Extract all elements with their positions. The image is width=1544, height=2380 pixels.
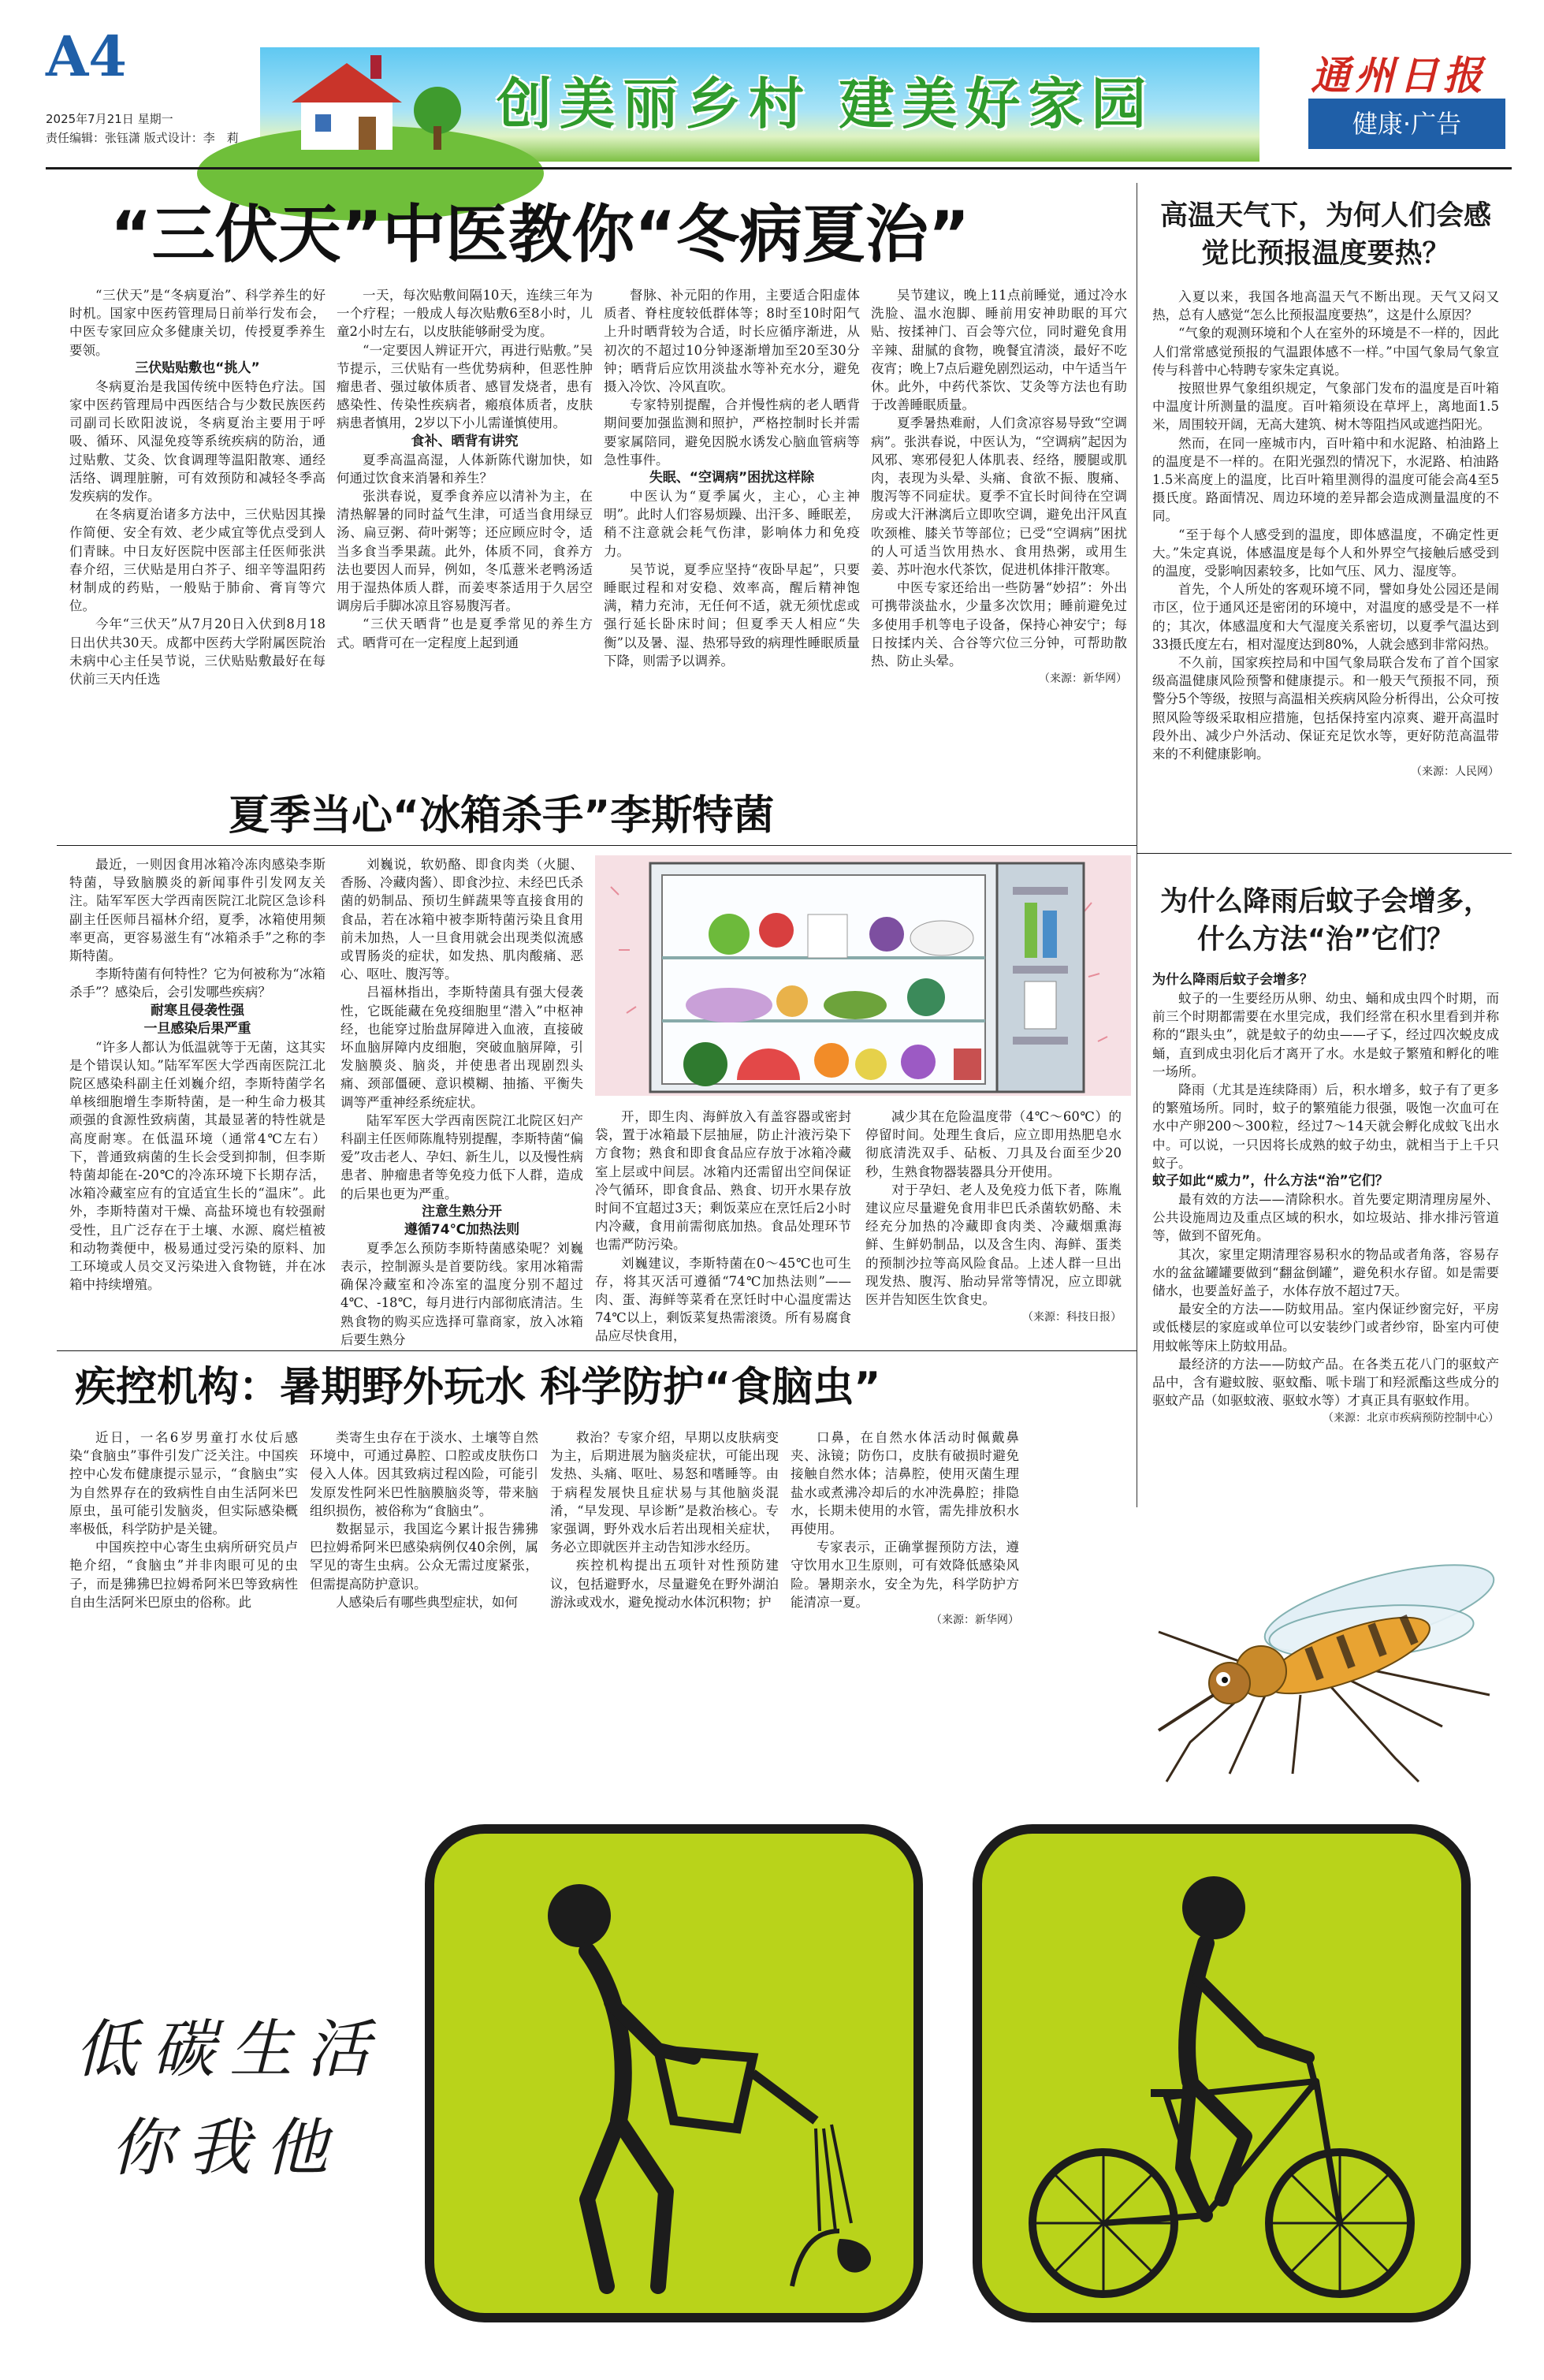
article4-title: 为什么降雨后蚊子会增多，什么方法“治”它们？ <box>1159 886 1491 955</box>
paragraph: 救治？专家介绍，早期以皮肤病变为主，后期进展为脑炎症状，可能出现发热、头痛、呕吐、易怒和嗜睡等。由于病程发展快且症状易与其他脑炎混淆，“早发现、早诊断”是救治核心。专家强调，野外戏水后若出现相关症状，务必立即就医并主动告知涉水经历。 <box>550 1430 779 1555</box>
paragraph: 陆军军医大学西南医院江北院区妇产科副主任医师陈胤特别提醒，李斯特菌“偏爱”攻击老人、孕妇、新生儿，以及慢性病患者、肿瘤患者等免疫力低下人群，造成的后果也更为严重。 <box>340 1112 583 1201</box>
source-credit: （来源：北京市疾病预防控制中心） <box>1323 1412 1499 1425</box>
paragraph: 刘巍建议，李斯特菌在0～45℃也可生存，将其灭活可遵循“74℃加热法则”——肉、蛋、海鲜等菜肴在烹饪时中心温度需达74℃以上，剩饭菜复热需滚烫。所有易腐食品应尽快食用， <box>595 1255 851 1344</box>
paragraph: 刘巍说，软奶酪、即食肉类（火腿、香肠、冷藏肉酱）、即食沙拉、未经巴氏杀菌的奶制品、预切生鲜蔬果等直接食用的食品，若在冰箱中被李斯特菌污染且食用前未加热，人一旦食用就会出现类似流感或胃肠炎的症状，如发热、肌肉酸痛、恶心、呕吐、腹泻等。 <box>340 857 583 982</box>
editor-credits: 责任编辑：张钰潇 版式设计：李 莉 <box>46 131 239 145</box>
article3-col1 <box>69 855 326 1336</box>
subhead: 注意生熟分开 遵循74℃加热法则 <box>404 1203 520 1238</box>
paragraph: “三伏天”是“冬病夏治”、科学养生的好时机。国家中医药管理局日前举行发布会，中医专家回应众多健康关切，传授夏季养生要领。 <box>69 288 326 358</box>
paragraph: 吴节说，夏季应坚持“夜卧早起”，只要睡眠过程和对安稳、效率高，醒后精神饱满，精力充沛，无任何不适，就无须忧虑或强行延长卧床时间；但夏季天人相应“失衡”以及暑、湿、热邪导致的病理性睡眠质量下降，则需予以调养。 <box>604 561 860 669</box>
paragraph: 李斯特菌有何特性？它为何被称为“冰箱杀手”？感染后，会引发哪些疾病？ <box>69 967 326 1000</box>
banner-slogan: 创美丽乡村 建美好家园 <box>497 71 1155 136</box>
paragraph: 中医专家还给出一些防暑“妙招”：外出可携带淡盐水，少量多次饮用；睡前避免过多使用手机等电子设备，保持心神安宁；每日按揉内关、合谷等穴位三分钟，可帮助散热、防止头晕。 <box>871 580 1127 669</box>
paragraph: “许多人都认为低温就等于无菌，这其实是个错误认知。”陆军军医大学西南医院江北院区感染科副主任刘巍介绍，李斯特菌学名单核细胞增生李斯特菌，是一种生命力极其顽强的食源性致病菌，其最显著的特性就是高度耐寒。在低温环境（通常4℃左右）下，普通致病菌的生长会受到抑制，但李斯特菌却能在-20℃的冷冻环境下长期存活，冰箱冷藏室应有的宜适宜生长的“温床”。此外，李斯特菌对干燥、高盐环境也有较强耐受性，且广泛存在于土壤、水源、腐烂植被和动物粪便中，极易通过受污染的原料、加工环境或人员交叉污染进入食物链，并在冰箱中持续增殖。 <box>69 1039 326 1293</box>
mosquito-illustration <box>1143 1545 1513 1782</box>
paragraph: 降雨（尤其是连续降雨）后，积水增多，蚊子有了更多的繁殖场所。同时，蚊子的繁殖能力很强，吸饱一次血可在水中产卵200～300粒，经过7～14天就会孵化成蚊飞出水中。可以说，一只因将长成熟的蚊子幼虫，就相当于上千只蚊子。 <box>1152 1082 1499 1171</box>
article2-title: 高温天气下，为何人们会感觉比预报温度要热？ <box>1159 200 1491 270</box>
paragraph: 疾控机构提出五项针对性预防建议，包括避野水，尽量避免在野外湖泊游泳或戏水，避免搅动水体沉积物；护 <box>550 1558 779 1610</box>
source-credit: （来源：新华网） <box>1039 672 1127 686</box>
paragraph: “至于每个人感受到的温度，即体感温度，不确定性更大。”朱定真说，体感温度是每个人和外界空气接触后感受到的温度，受影响因素较多，比如气压、风力、湿度等。 <box>1152 527 1499 579</box>
paragraph: 不久前，国家疾控局和中国气象局联合发布了首个国家级高温健康风险预警和健康提示。和一般天气预报不同，预警分5个等级，按照与高温相关疾病风险分析得出，公众可按照风险等级采取相应措施，包括保持室内凉爽、避开高温时段外出、减少户外活动、保证充足饮水等，更好防范高温带来的不利健康影响。 <box>1152 655 1499 762</box>
article5-title: 疾控机构：暑期野外玩水 科学防护“食脑虫” <box>75 1364 881 1411</box>
subhead: 三伏贴贴敷也“挑人” <box>135 359 260 376</box>
paragraph: 一天，每次贴敷间隔10天，连续三年为一个疗程；一般成人每次贴敷6至8小时，儿童2小时左右，以皮肤能够耐受为度。 <box>337 288 593 340</box>
section-rule <box>57 1350 1137 1351</box>
article3-col4 <box>865 1108 1122 1344</box>
paragraph: 专家表示，正确掌握预防方法，遵守饮用水卫生原则，可有效降低感染风险。暑期亲水，安全为先，科学防护方能清凉一夏。 <box>791 1540 1019 1610</box>
article3-col3 <box>595 1108 851 1344</box>
paragraph: 按照世界气象组织规定，气象部门发布的温度是百叶箱中温度计所测量的温度。百叶箱须设在草坪上，离地面1.5米，周围较开阔，无高大建筑、树木等阻挡风或遮挡阳光。 <box>1152 381 1499 433</box>
paragraph: 中医认为“夏季属火，主心，心主神明”。此时人们容易烦躁、出汗多、睡眠差，稍不注意就会耗气伤津，影响体力和免疫力。 <box>604 489 860 559</box>
article5-col3 <box>550 1428 779 1665</box>
paragraph: 最近，一则因食用冰箱冷冻肉感染李斯特菌，导致脑膜炎的新闻事件引发网友关注。陆军军医大学西南医院江北院区急诊科副主任医师吕福林介绍，夏季，冰箱使用频率更高，更容易滋生有“冰箱杀手”之称的李斯特菌。 <box>69 857 326 964</box>
watering-plant-pictogram <box>422 1821 926 2326</box>
cycling-pictogram <box>969 1821 1474 2326</box>
issue-date: 2025年7月21日 星期一 <box>46 112 173 126</box>
paragraph: 蚊子的一生要经历从卵、幼虫、蛹和成虫四个时期，而前三个时期都需要在水里完成，我们经常在积水里看到并称称的“跟头虫”，就是蚊子的幼虫——孑孓，经过四次蜕皮成蛹，直到成虫羽化后才离开了水。水是蚊子繁殖和孵化的唯一场所。 <box>1152 991 1499 1079</box>
article3-col2 <box>340 855 583 1347</box>
page-number: A4 <box>46 24 128 89</box>
paragraph: “三伏天晒背”也是夏季常见的养生方式。晒背可在一定程度上起到通 <box>337 616 593 650</box>
paragraph: 最经济的方法——防蚊产品。在各类五花八门的驱蚊产品中，含有避蚊胺、驱蚊酯、哌卡瑞丁和羟派酯这些成分的驱蚊产品（如驱蚊液、驱蚊水等）才真正具有驱蚊作用。 <box>1152 1356 1499 1409</box>
paragraph: “一定要因人辨证开穴，再进行贴敷。”吴节提示，三伏贴有一些优势病种，但恶性肿瘤患者、强过敏体质者、感冒发烧者，患有感染性、传染性疾病者，瘢痕体质者，皮肤病患者慎用，2岁以下小儿需谨慎使用。 <box>337 342 593 431</box>
paragraph: 类寄生虫存在于淡水、土壤等自然环境中，可通过鼻腔、口腔或皮肤伤口侵入人体。因其致病过程凶险，可能引发原发性阿米巴性脑膜脑炎等，带来脑组织损伤，被俗称为“食脑虫”。 <box>310 1430 538 1518</box>
ad-slogan-line2: 你我他 <box>110 2111 342 2184</box>
paragraph: 数据显示，我国迄今累计报告狒狒巴拉姆希阿米巴感染病例仅40余例，属罕见的寄生虫病。公众无需过度紧张，但需提高防护意识。 <box>310 1521 538 1592</box>
paragraph: 夏季怎么预防李斯特菌感染呢？刘巍表示，控制源头是首要防线。家用冰箱需确保冷藏室和冷冻室的温度分别不超过4℃、-18℃，每月进行内部彻底清洁。生熟食物的购买应选择可靠商家，放入冰箱后要生熟分 <box>340 1240 583 1347</box>
ad-slogan-line1: 低碳生活 <box>75 2013 384 2086</box>
article5-col2 <box>310 1428 538 1665</box>
banner <box>260 47 1259 162</box>
paragraph: 人感染后有哪些典型症状，如何 <box>336 1594 518 1610</box>
paragraph: 减少其在危险温度带（4℃～60℃）的停留时间。处理生食后，应立即用热肥皂水彻底清洗双手、砧板、刀具及台面至少20秒，生熟食物器装器具分开使用。 <box>865 1109 1122 1179</box>
masthead-rule <box>46 167 1512 169</box>
low-carbon-ad <box>0 1805 1544 2380</box>
subhead: 蚊子如此“威力”，什么方法“治”它们？ <box>1152 1173 1389 1190</box>
paragraph: 督脉、补元阳的作用，主要适合阳虚体质者、脊柱度较低群体等；8时至10时阳气上升时晒背较为合适，时长应循序渐进，从初次的不超过10分钟逐渐增加至20至30分钟；晒背后应饮用淡盐水等补充水分，避免摄入冷饮、冷风直吹。 <box>604 288 860 395</box>
section-rule <box>57 845 1137 846</box>
article3-title: 夏季当心“冰箱杀手”李斯特菌 <box>229 792 775 840</box>
paragraph: 在冬病夏治诸多方法中，三伏贴因其操作简便、安全有效、老少咸宜等优点受到人们青睐。中日友好医院中医部主任医师张洪春介绍，三伏贴是用白芥子、细辛等温阳药材制成的药贴，一般贴于肺俞、膏肓等穴位。 <box>69 507 326 614</box>
section-name: 健康·广告 <box>1308 99 1505 149</box>
paragraph: 吴节建议，晚上11点前睡觉，通过冷水洗脸、温水泡脚、睡前用安神助眠的耳穴贴、按揉神门、百会等穴位，同时避免食用辛辣、甜腻的食物，晚餐宜清淡，最好不吃夜宵；晚上7点后避免剧烈运动，中午适当午休。此外，中药代茶饮、艾灸等方法也有助于改善睡眠质量。 <box>871 288 1127 413</box>
article2-body <box>1152 288 1499 824</box>
paragraph: 今年“三伏天”从7月20日入伏到8月18日出伏共30天。成都中医药大学附属医院治未病中心主任吴节说，三伏贴贴敷最好在每伏前三天内任选 <box>69 616 326 687</box>
paragraph: 中国疾控中心寄生虫病所研究员卢艳介绍，“食脑虫”并非肉眼可见的虫子，而是狒狒巴拉姆希阿米巴等致病性自由生活阿米巴原虫的俗称。此 <box>69 1540 298 1610</box>
paragraph: 开，即生肉、海鲜放入有盖容器或密封袋，置于冰箱最下层抽屉，防止汁液污染下方食物；熟食和即食食品应存放于冰箱冷藏室上层或中间层。冰箱内还需留出空间保证冷气循环，即食食品、熟食、切开水果存放时间不宜超过3天；剩饭菜应在烹饪后2小时内冷藏，食用前需彻底加热。食品处理环节也需严防污染。 <box>595 1109 851 1253</box>
source-credit: （来源：科技日报） <box>1022 1311 1122 1324</box>
article1-col3 <box>604 286 860 838</box>
paragraph: 夏季暑热难耐，人们贪凉容易导致“空调病”。张洪春说，中医认为，“空调病”起因为风邪、寒邪侵犯人体肌表、经络，腰腿或肌肉，表现为头晕、头痛、食欲不振、腹痛、腹泻等不同症状。夏季不宜长时间待在空调房或大汗淋漓后立即吹空调，避免出汗风直吹颈椎、膝关节等部位；已受“空调病”困扰的人可适当饮用热水、食用热粥，或用生姜、苏叶泡水代茶饮，促进机体排汗散寒。 <box>871 415 1127 578</box>
subhead: 失眠、“空调病”困扰这样除 <box>649 470 815 486</box>
paragraph: “气象的观测环境和个人在室外的环境是不一样的，因此人们常常感觉预报的气温跟体感不一样。”中国气象局气象宣传与科普中心特聘专家朱定真说。 <box>1152 326 1499 378</box>
paragraph: 最安全的方法——防蚊用品。室内保证纱窗完好，平房或低楼层的家庭或单位可以安装纱门或者纱帘，卧室内可使用蚊帐等床上防蚊用品。 <box>1152 1302 1499 1354</box>
paragraph: 专家特别提醒，合并慢性病的老人晒背期间要加强监测和照护，严格控制时长并需要家属陪同，避免因脱水诱发心脑血管病等急性事件。 <box>604 397 860 467</box>
article1-col1 <box>69 286 326 838</box>
paragraph: 口鼻，在自然水体活动时佩戴鼻夹、泳镜；防伤口，皮肤有破损时避免接触自然水体；洁鼻腔，使用灭菌生理盐水或煮沸冷却后的水冲洗鼻腔；排隐水，长期未使用的水管，需先排放积水再使用。 <box>791 1430 1019 1537</box>
paragraph: 吕福林指出，李斯特菌具有强大侵袭性，它既能藏在免疫细胞里“潜入”中枢神经，也能穿过胎盘屏障进入血液，直接破坏血脑屏障内皮细胞，突破血脑屏障，引发脑膜炎、脑炎，并使患者出现剧烈头痛、颈部僵硬、意识模糊、抽搐、平衡失调等严重神经系统症状。 <box>340 985 583 1110</box>
paragraph: 其次，家里定期清理容易积水的物品或者角落，容易存水的盆盆罐罐要做到“翻盆倒罐”，避免积水存留。如是需要储水，也要盖好盖子，水体存放不超过7天。 <box>1152 1246 1499 1299</box>
article1-title: “三伏天”中医教你“冬病夏治” <box>110 198 970 271</box>
paragraph: 首先，个人所处的客观环境不同，譬如身处公园还是闹市区，位于通风还是密闭的环境中，对温度的感受是不一样的；其次，体感温度和大气湿度关系密切，以夏季气温达到33摄氏度左右，相对湿度达到80%，人就会感到非常闷热。 <box>1152 582 1499 652</box>
paragraph: 近日，一名6岁男童打水仗后感染“食脑虫”事件引发广泛关注。中国疾控中心发布健康提示显示，“食脑虫”实为自然界存在的致病性自由生活阿米巴原虫，虽可能引发脑炎，但实际感染概率极低，科学防护是关键。 <box>69 1430 298 1537</box>
source-credit: （来源：人民网） <box>1411 765 1499 779</box>
subhead: 食补、晒背有讲究 <box>411 433 519 449</box>
paragraph: 最有效的方法——清除积水。首先要定期清理房屋外、公共设施周边及重点区域的积水，如垃圾站、排水排污管道等，做到不留死角。 <box>1152 1192 1499 1244</box>
paragraph: 张洪春说，夏季食养应以清补为主，在清热解暑的同时益气生津，可适当食用绿豆汤、扁豆粥、荷叶粥等；还应顾应时令，适当多食当季果蔬。此外，体质不同，食养方法也要因人而异，例如，冬瓜薏米老鸭汤适用于湿热体质人群，而姜枣茶适用于久居空调房后手脚冰凉且容易腹泻者。 <box>337 489 593 614</box>
paragraph: 夏季高温高湿，人体新陈代谢加快，如何通过饮食来消暑和养生？ <box>337 452 593 486</box>
paragraph: 冬病夏治是我国传统中医特色疗法。国家中医药管理局中西医结合与少数民族医药司副司长欧阳波说，冬病夏治主要用于呼吸、循环、风湿免疫等系统疾病的防治，通过贴敷、艾灸、饮食调理等温阳散寒、通经活络、调理脏腑，可有效预防和减轻冬季高发疾病的发作。 <box>69 378 326 505</box>
paragraph: 然而，在同一座城市内，百叶箱中和水泥路、柏油路上的温度是不一样的。在阳光强烈的情况下，水泥路、柏油路1.5米高度上的温度，比百叶箱里测得的温度可能会高4至5摄氏度。路面情况、周边环境的差异都会造成测量温度的不同。 <box>1152 435 1499 524</box>
article1-col2 <box>337 286 593 838</box>
paragraph: 对于孕妇、老人及免疫力低下者，陈胤建议应尽量避免食用非巴氏杀菌软奶酪、未经充分加热的冷藏即食肉类、冷藏烟熏海鲜、生鲜奶制品，以及含生肉、海鲜、蛋类的预制沙拉等高风险食品。上述人群一旦出现发热、腹泻、胎动异常等情况，应立即就医并告知医生饮食史。 <box>865 1182 1122 1308</box>
subhead: 耐寒且侵袭性强 一旦感染后果严重 <box>143 1002 251 1037</box>
paragraph: 入夏以来，我国各地高温天气不断出现。天气又闷又热，总有人感觉“怎么比预报温度要热”，这是什么原因？ <box>1152 289 1499 323</box>
source-credit: （来源：新华网） <box>931 1614 1019 1627</box>
subhead: 为什么降雨后蚊子会增多？ <box>1152 972 1313 988</box>
section-rule <box>1137 853 1512 854</box>
article5-col4 <box>791 1428 1019 1665</box>
article4-body <box>1152 971 1499 1523</box>
article1-col4 <box>871 286 1127 838</box>
newspaper-name: 通州日报 <box>1311 52 1487 99</box>
fridge-illustration <box>595 855 1131 1096</box>
article5-col1 <box>69 1428 298 1665</box>
village-house-illustration <box>260 47 481 162</box>
